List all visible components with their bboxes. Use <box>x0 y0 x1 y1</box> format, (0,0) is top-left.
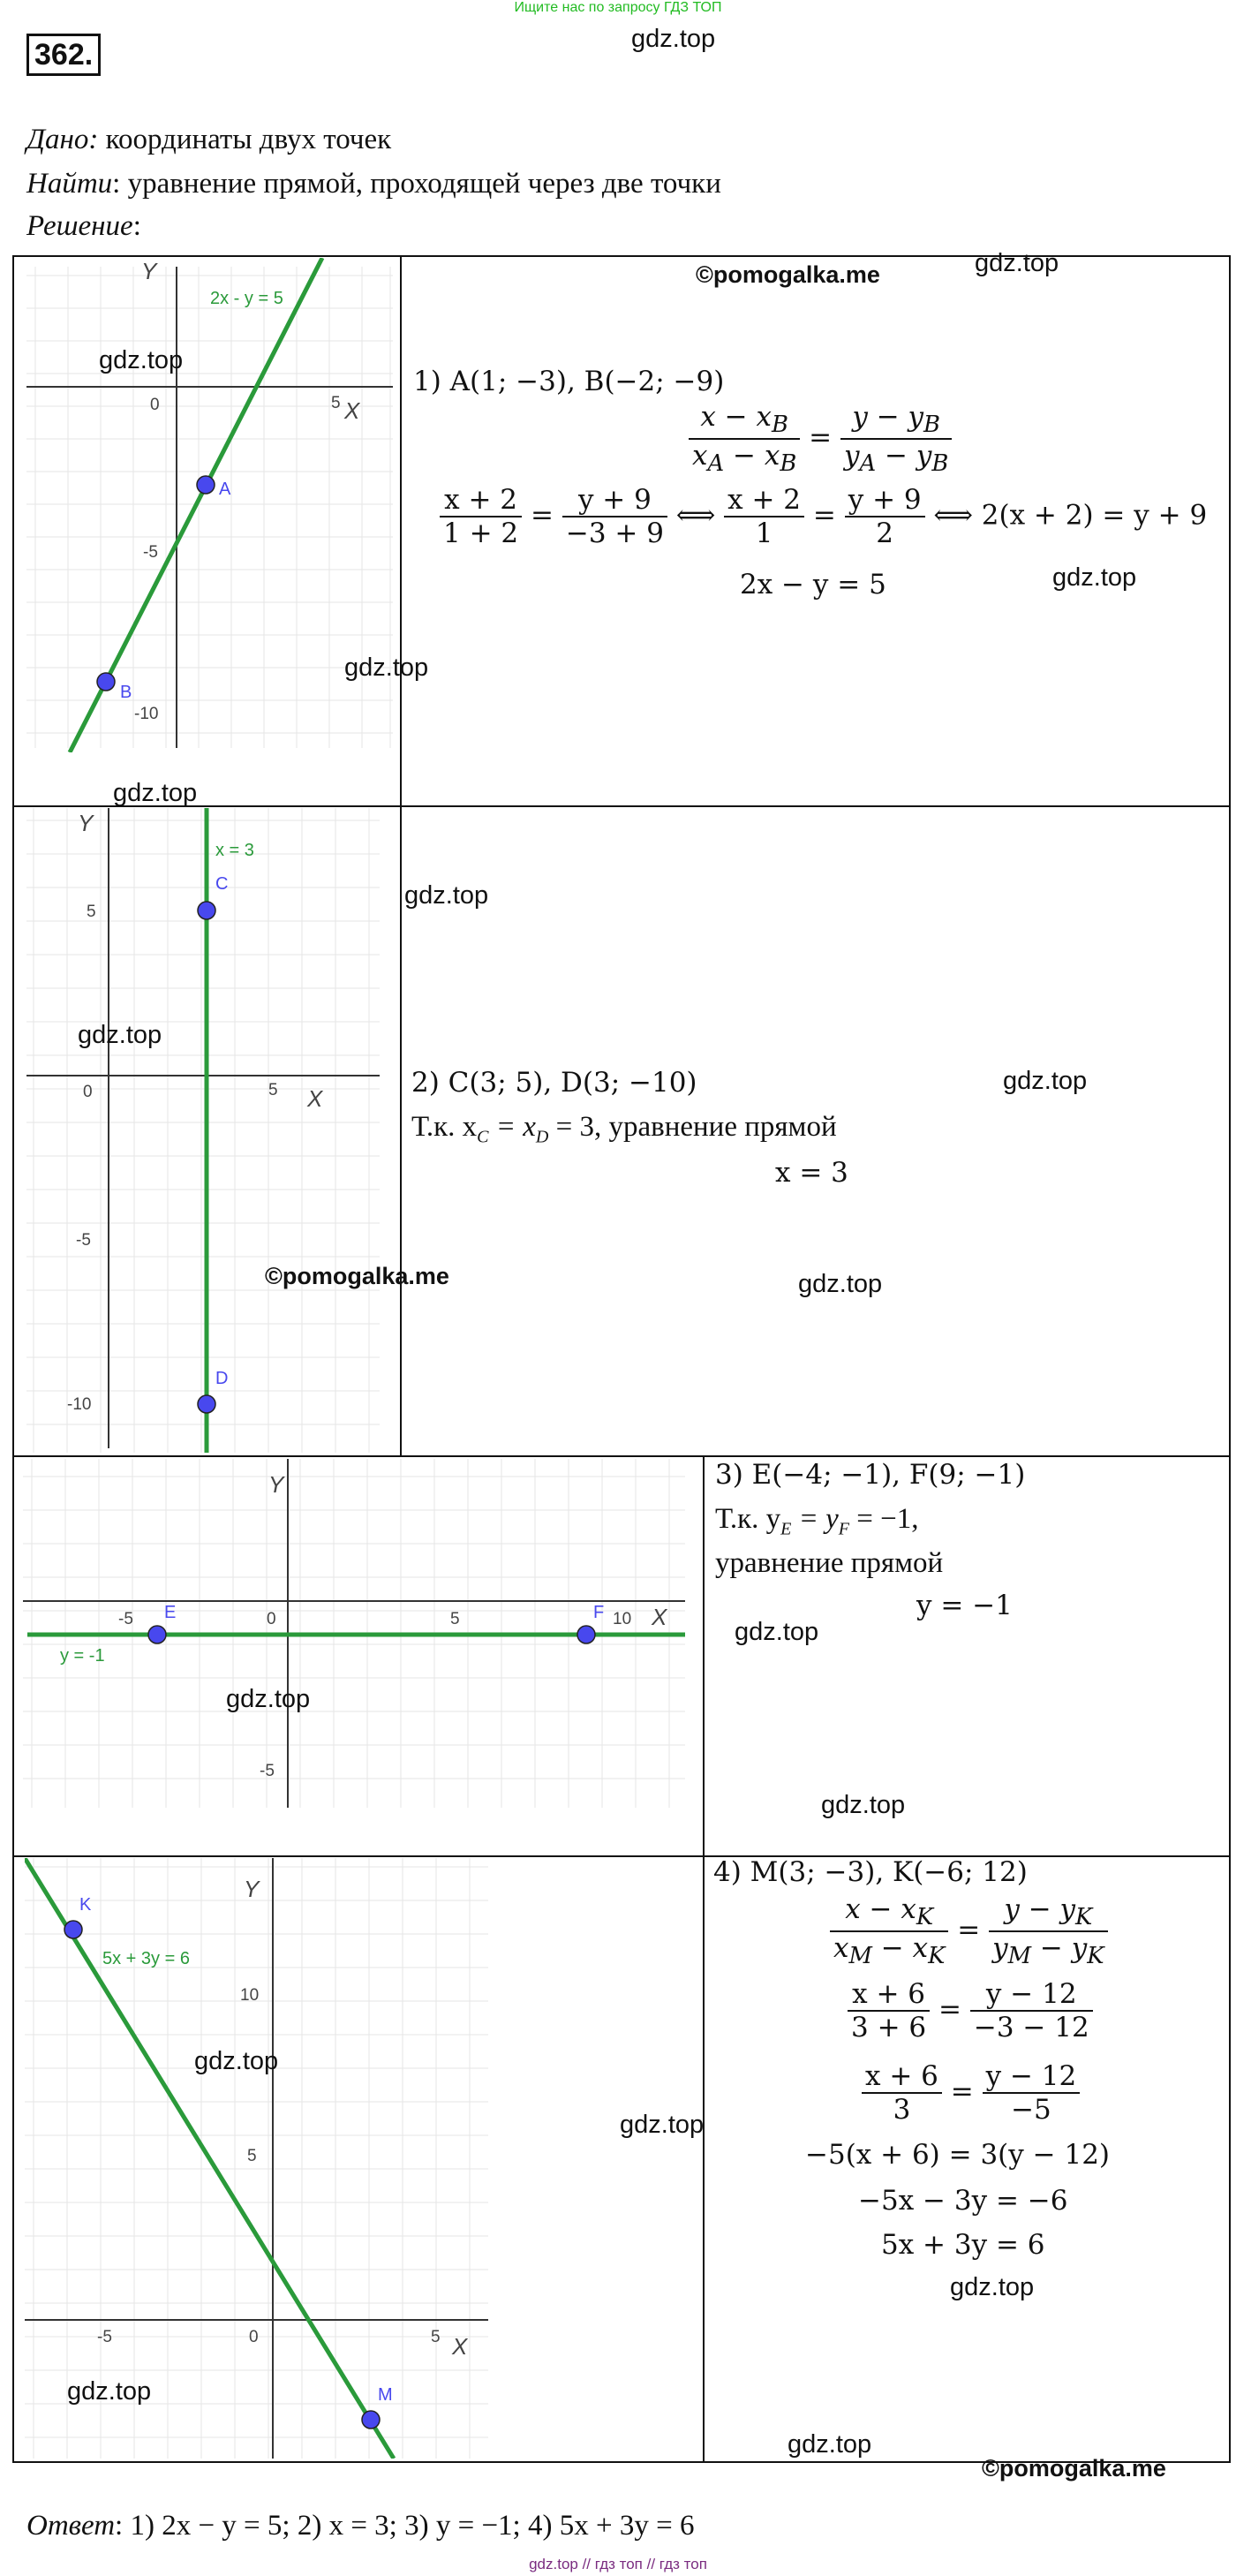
y-axis-label: Y <box>141 258 157 284</box>
origin-label: 0 <box>83 1083 93 1101</box>
point-a <box>197 476 215 494</box>
s3-line3: уравнение прямой <box>715 1547 944 1579</box>
line-label: x = 3 <box>215 841 254 860</box>
x-tick-label: 5 <box>431 2328 441 2346</box>
x-axis-label: X <box>344 397 360 424</box>
grid <box>26 267 393 748</box>
watermark: gdz.top <box>1003 1067 1088 1095</box>
y-tick-label: -10 <box>67 1395 92 1414</box>
watermark: gdz.top <box>798 1270 883 1298</box>
x-tick-label: 10 <box>613 1610 632 1628</box>
line-label: 2x - y = 5 <box>210 289 283 308</box>
y-tick-label: -5 <box>76 1231 91 1250</box>
watermark: gdz.top <box>821 1791 906 1819</box>
y-tick-label: 5 <box>87 903 96 921</box>
copyright: ©pomogalka.me <box>265 1263 449 1289</box>
s4-formula3: $\frac{x + 6}{3}$ = $\frac{y - 12}{-5}$ <box>862 2060 1080 2126</box>
point-label: M <box>378 2385 393 2405</box>
watermark: gdz.top <box>78 1021 162 1049</box>
y-tick-label: 10 <box>240 1986 260 2005</box>
line-label: 5x + 3y = 6 <box>102 1949 190 1968</box>
answer-text: : 1) 2x − y = 5; 2) x = 3; 3) y = −1; 4) 5x + 3y = 6 <box>115 2510 695 2542</box>
s4-step2: −5x − 3y = −6 <box>858 2185 1068 2217</box>
s4-heading: 4) M(3; −3), K(−6; 12) <box>713 1856 1028 1888</box>
s3-line2: Т.к. $y_E = y_F = -1$, <box>715 1503 919 1539</box>
answer-line <box>26 2510 694 2542</box>
point-label: E <box>164 1603 177 1622</box>
point-b <box>97 673 115 691</box>
watermark: gdz.top <box>226 1685 311 1713</box>
s1-heading: 1) A(1; −3), B(−2; −9) <box>413 366 725 397</box>
solution-line <box>26 210 141 243</box>
line-label: y = -1 <box>60 1646 105 1666</box>
watermark: gdz.top <box>67 2377 152 2406</box>
origin-label: 0 <box>267 1610 276 1628</box>
given-text: координаты двух точек <box>98 124 392 155</box>
y-axis-label: Y <box>268 1471 284 1498</box>
copyright: ©pomogalka.me <box>696 261 880 288</box>
s4-step3: 5x + 3y = 6 <box>881 2229 1045 2261</box>
point-e <box>148 1626 166 1643</box>
y-axis-label: Y <box>78 810 94 836</box>
given-label: Дано: <box>26 124 99 155</box>
origin-label: 0 <box>150 396 160 414</box>
x-tick-label: -5 <box>97 2328 112 2346</box>
given-line <box>26 124 391 156</box>
watermark: gdz.top <box>1052 563 1137 592</box>
origin-label: 0 <box>249 2328 259 2346</box>
graph-3 <box>23 1459 694 1812</box>
s4-formula2: $\frac{x + 6}{3 + 6}$ = $\frac{y - 12}{-3 - 12}$ <box>848 1978 1093 2043</box>
y-axis-label: Y <box>244 1876 260 1902</box>
point-label: B <box>120 683 132 702</box>
top-banner: Ищите нас по запросу ГДЗ ТОП <box>514 0 722 15</box>
watermark: gdz.top <box>631 25 716 53</box>
s2-result: x = 3 <box>775 1157 848 1189</box>
s1-formula: $\frac{x - x_B}{x_A - x_B}$ = $\frac{y - y_B}{y_A - y_B}$ <box>689 401 952 477</box>
point-label: C <box>215 874 229 894</box>
watermark: gdz.top <box>344 653 429 682</box>
y-tick-label: -5 <box>260 1762 275 1780</box>
y-tick-label: 5 <box>247 2147 257 2165</box>
x-tick-label: 5 <box>331 394 341 412</box>
point-d <box>198 1395 215 1413</box>
find-label: Найти <box>26 168 113 200</box>
find-line <box>26 168 721 200</box>
watermark: gdz.top <box>950 2273 1035 2301</box>
x-tick-label: 5 <box>450 1610 460 1628</box>
solution-colon: : <box>132 210 141 242</box>
line-graph <box>25 1858 394 2459</box>
point-m <box>362 2411 380 2429</box>
graph-4 <box>25 1858 493 2459</box>
s2-heading: 2) C(3; 5), D(3; −10) <box>411 1067 697 1099</box>
problem-number: 362. <box>26 34 101 76</box>
s3-result: y = −1 <box>916 1590 1013 1621</box>
point-c <box>198 902 215 919</box>
watermark: gdz.top <box>735 1618 819 1646</box>
x-tick-label: -5 <box>118 1610 133 1628</box>
watermark: gdz.top <box>975 249 1059 277</box>
y-tick-label: -10 <box>134 705 159 723</box>
s4-step1: −5(x + 6) = 3(y − 12) <box>805 2139 1111 2171</box>
point-k <box>64 1921 82 1938</box>
watermark: gdz.top <box>788 2430 872 2459</box>
s1-result: 2x − y = 5 <box>740 569 886 601</box>
x-tick-label: 5 <box>268 1081 278 1099</box>
x-axis-label: X <box>307 1085 323 1112</box>
s3-heading: 3) E(−4; −1), F(9; −1) <box>715 1459 1026 1491</box>
s4-formula1: $\frac{x - x_K}{x_M - x_K}$ = $\frac{y - y_K}{y_M - y_K}$ <box>830 1893 1108 1969</box>
point-f <box>577 1626 595 1643</box>
watermark: gdz.top <box>99 346 184 374</box>
point-label: K <box>79 1895 92 1915</box>
x-axis-label: X <box>652 1604 667 1630</box>
point-label: F <box>593 1603 605 1622</box>
watermark: gdz.top <box>620 2111 705 2139</box>
copyright: ©pomogalka.me <box>982 2455 1166 2482</box>
watermark: gdz.top <box>404 881 489 910</box>
point-label: A <box>219 480 231 499</box>
watermark: gdz.top <box>194 2047 279 2075</box>
footer: gdz.top // гдз топ // гдз топ <box>529 2556 707 2572</box>
y-tick-label: -5 <box>143 543 158 562</box>
s1-equation: $\frac{x + 2}{1 + 2}$ = $\frac{y + 9}{-3 + 9}$ ⟺ $\frac{x + 2}{1}$ = $\frac{y + 9}{2}$ ⟺ 2(x + 2) = y + 9 <box>440 484 1207 549</box>
s2-line2: Т.к. $x_C = x_D = 3$, уравнение прямой <box>411 1111 837 1147</box>
point-label: D <box>215 1369 229 1388</box>
solution-label: Решение <box>26 210 133 242</box>
x-axis-label: X <box>452 2333 468 2360</box>
answer-label: Ответ <box>26 2510 116 2542</box>
graph-1 <box>26 258 397 752</box>
graph-2 <box>26 808 397 1453</box>
watermark: gdz.top <box>113 779 198 807</box>
find-text: : уравнение прямой, проходящей через две точки <box>112 168 721 200</box>
